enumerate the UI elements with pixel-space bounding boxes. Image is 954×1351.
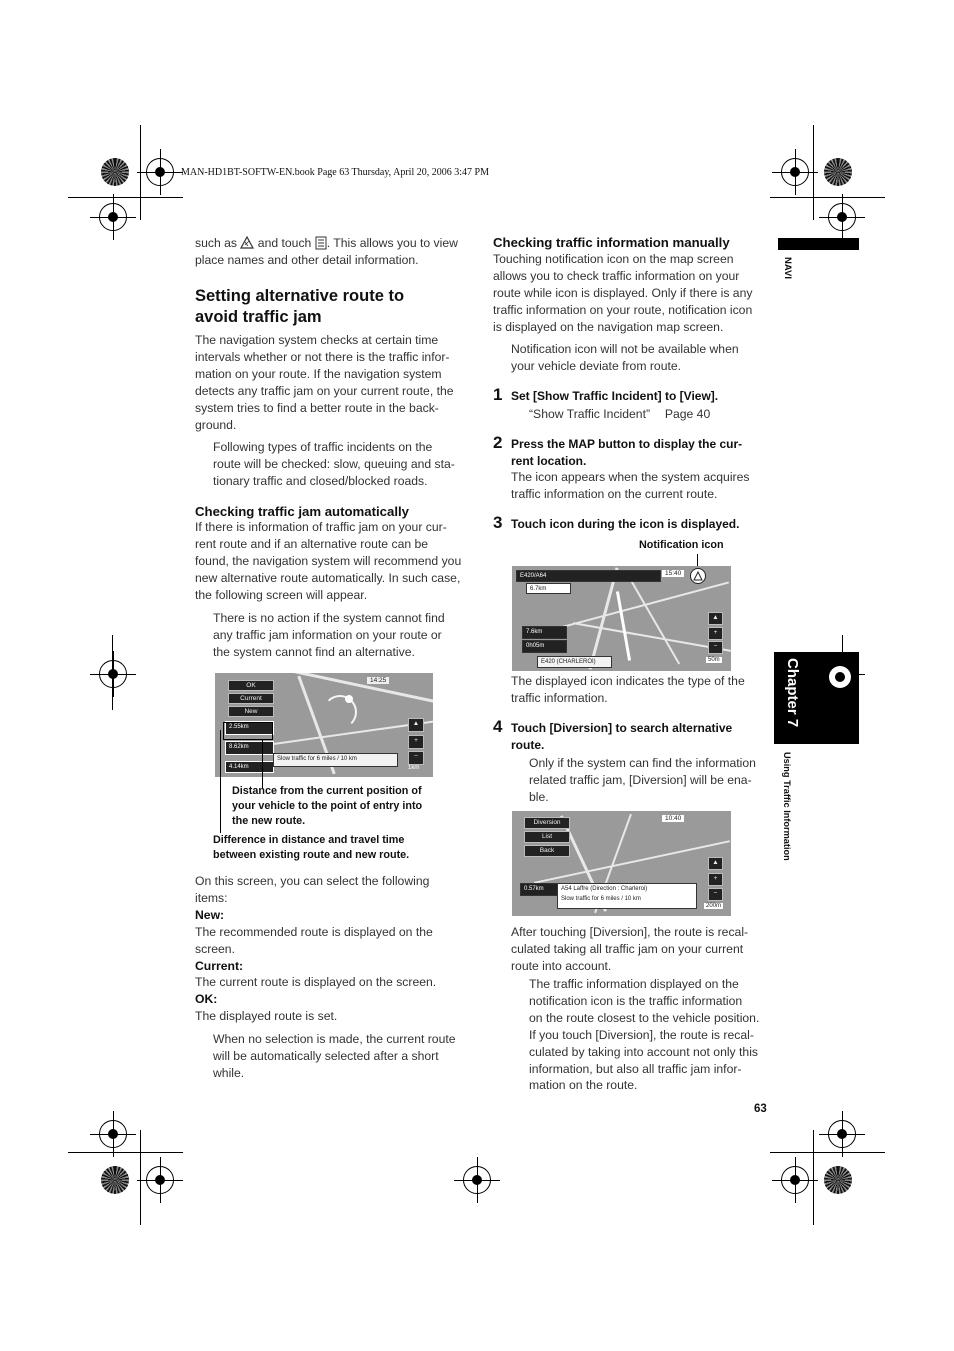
paragraph-manual: Touching notification icon on the map screen allows you to check traffic information on your route while icon is displayed. Only if there is any traffic information on your route, notification icon is displayed on the navigation map screen. — [493, 252, 753, 334]
zoom-out-button[interactable]: − — [708, 888, 723, 901]
distance-box-3: 4.14km — [225, 761, 274, 773]
top-distance: 6.7km — [526, 583, 571, 594]
compass-button[interactable]: ▲ — [708, 857, 723, 870]
compass-button[interactable]: ▲ — [708, 612, 723, 625]
step-4-note: Only if the system can find the information related traffic jam, [Diversion] will be ena- ble. — [529, 756, 756, 804]
vehicle-marker — [345, 695, 353, 703]
zoom-in-button[interactable]: + — [708, 873, 723, 886]
step-2-number: 2 — [493, 433, 503, 452]
step-4-text: Touch [Diversion] to search alternative route. — [511, 721, 733, 752]
note-unavailable: Notification icon will not be available when your vehicle deviate from route. — [511, 342, 739, 373]
street-name-bar: E420 (CHARLEROI) — [537, 656, 612, 668]
note-no-action: There is no action if the system cannot find any traffic jam information on your route or the system cannot find an alternative. — [213, 611, 445, 659]
ok-button[interactable]: OK — [228, 680, 274, 691]
navi-tab-bar — [778, 238, 859, 250]
callout-entry-distance: Distance from the current position of your vehicle to the point of entry into the new route. — [232, 785, 423, 827]
step-1-reference: “Show Traffic Incident” Page 40 — [529, 407, 711, 421]
note-default-selection: When no selection is made, the current route will be automatically selected after a short while. — [213, 1032, 456, 1080]
callout-line-1 — [262, 740, 263, 788]
traffic-info-box: A54 Laffre (Direction : Charleroi) Slow traffic for 6 miles / 10 km — [557, 883, 697, 909]
step-1-text: Set [Show Traffic Incident] to [View]. — [511, 389, 719, 403]
diversion-button[interactable]: Diversion — [524, 817, 570, 829]
zoom-out-button[interactable]: − — [408, 751, 424, 765]
step-3-text: Touch icon during the icon is displayed. — [511, 517, 740, 531]
step-3-number: 3 — [493, 513, 503, 532]
list-button[interactable]: List — [524, 831, 570, 843]
traffic-message-bar: Slow traffic for 6 miles / 10 km — [273, 753, 398, 767]
distance-box-1: 2.55km — [225, 721, 274, 735]
chapter-label: Chapter 7 — [784, 658, 801, 728]
zoom-out-button[interactable]: − — [708, 641, 723, 654]
step-2-description: The icon appears when the system acquires traffic information on the current route. — [511, 470, 750, 501]
chapter-reg-icon — [829, 666, 851, 688]
heading-alternative-route: Setting alternative route to avoid traffic jam — [195, 287, 405, 326]
callout-difference: Difference in distance and travel time between existing route and new route. — [213, 834, 410, 861]
screenshot-diversion — [512, 811, 731, 916]
callout-box-1 — [223, 722, 273, 740]
paragraph-system-check: The navigation system checks at certain time intervals whether or not there is the traffic infor- mation on your route. If the navigation system detects any traffic jam on your current route, the system tries to find a better route in the back- ground. — [195, 333, 454, 432]
intro-line: such as and touch . This allows you to view place names and other detail information. — [195, 236, 458, 267]
scale-label: 1km — [408, 765, 420, 771]
page-number: 63 — [754, 1103, 767, 1115]
clock: 15:40 — [662, 570, 684, 577]
compass-button[interactable]: ▲ — [408, 718, 424, 732]
paragraph-icon-type: The displayed icon indicates the type of the traffic information. — [511, 674, 745, 705]
paragraph-after-touching: After touching [Diversion], the route is recal- culated taking all traffic jam on your current route into account. — [511, 925, 749, 973]
current-button[interactable]: Current — [228, 693, 274, 704]
new-button[interactable]: New — [228, 706, 274, 717]
screenshot-map-notification — [512, 566, 731, 671]
notification-traffic-icon — [240, 236, 254, 250]
section-label: Using Traffic Information — [782, 752, 792, 861]
notification-icon-label: Notification icon — [639, 539, 724, 551]
notification-icon-button[interactable] — [690, 568, 706, 584]
zoom-in-button[interactable]: + — [408, 735, 424, 749]
paragraph-select-items: On this screen, you can select the following items: New: The recommended route is displayed on the screen. Current: The current route is displayed on the screen. OK: The displayed route is set. — [195, 874, 437, 1024]
step-4-number: 4 — [493, 717, 503, 736]
step-2-text: Press the MAP button to display the cur- rent location. — [511, 437, 743, 468]
note-closest-info: The traffic information displayed on the notification icon is the traffic information on the route closest to the vehicle position. If you touch [Diversion], the route is recal- culated by taking into account not only this information, but also all traffic jam infor- mation on the route. — [529, 977, 760, 1093]
step-1-number: 1 — [493, 385, 503, 404]
distance-box: 0.57km — [520, 883, 559, 896]
scale-label: 200m — [706, 903, 722, 909]
note-incident-types: Following types of traffic incidents on the route will be checked: slow, queuing and sta- tionary traffic and closed/blocked roads. — [213, 440, 455, 488]
scale-label: 50m — [708, 657, 720, 663]
callout-line-2 — [220, 730, 221, 833]
chapter-tab — [774, 652, 859, 744]
guide-distance: 7.6km — [522, 626, 567, 639]
road-name-bar: E420/A64 — [516, 570, 661, 582]
route-highlight — [616, 591, 631, 660]
distance-box-2: 8.62km — [225, 741, 274, 755]
back-button[interactable]: Back — [524, 845, 570, 857]
heading-check-auto: Checking traffic jam automatically — [195, 504, 409, 519]
navi-tab-label: NAVI — [782, 257, 793, 279]
print-header: MAN-HD1BT-SOFTW-EN.book Page 63 Thursday, April 20, 2006 3:47 PM — [181, 167, 489, 178]
clock: 10:40 — [662, 815, 684, 822]
paragraph-auto: If there is information of traffic jam on your cur- rent route and if an alternative route can be found, the navigation system will recommend you new alternative route automatically. In such case, the following screen will appear. — [195, 520, 462, 602]
info-list-icon — [315, 236, 327, 250]
zoom-in-button[interactable]: + — [708, 627, 723, 640]
clock: 14:25 — [367, 677, 389, 684]
guide-time: 0h05m — [522, 640, 567, 653]
heading-check-manual: Checking traffic information manually — [493, 235, 730, 250]
